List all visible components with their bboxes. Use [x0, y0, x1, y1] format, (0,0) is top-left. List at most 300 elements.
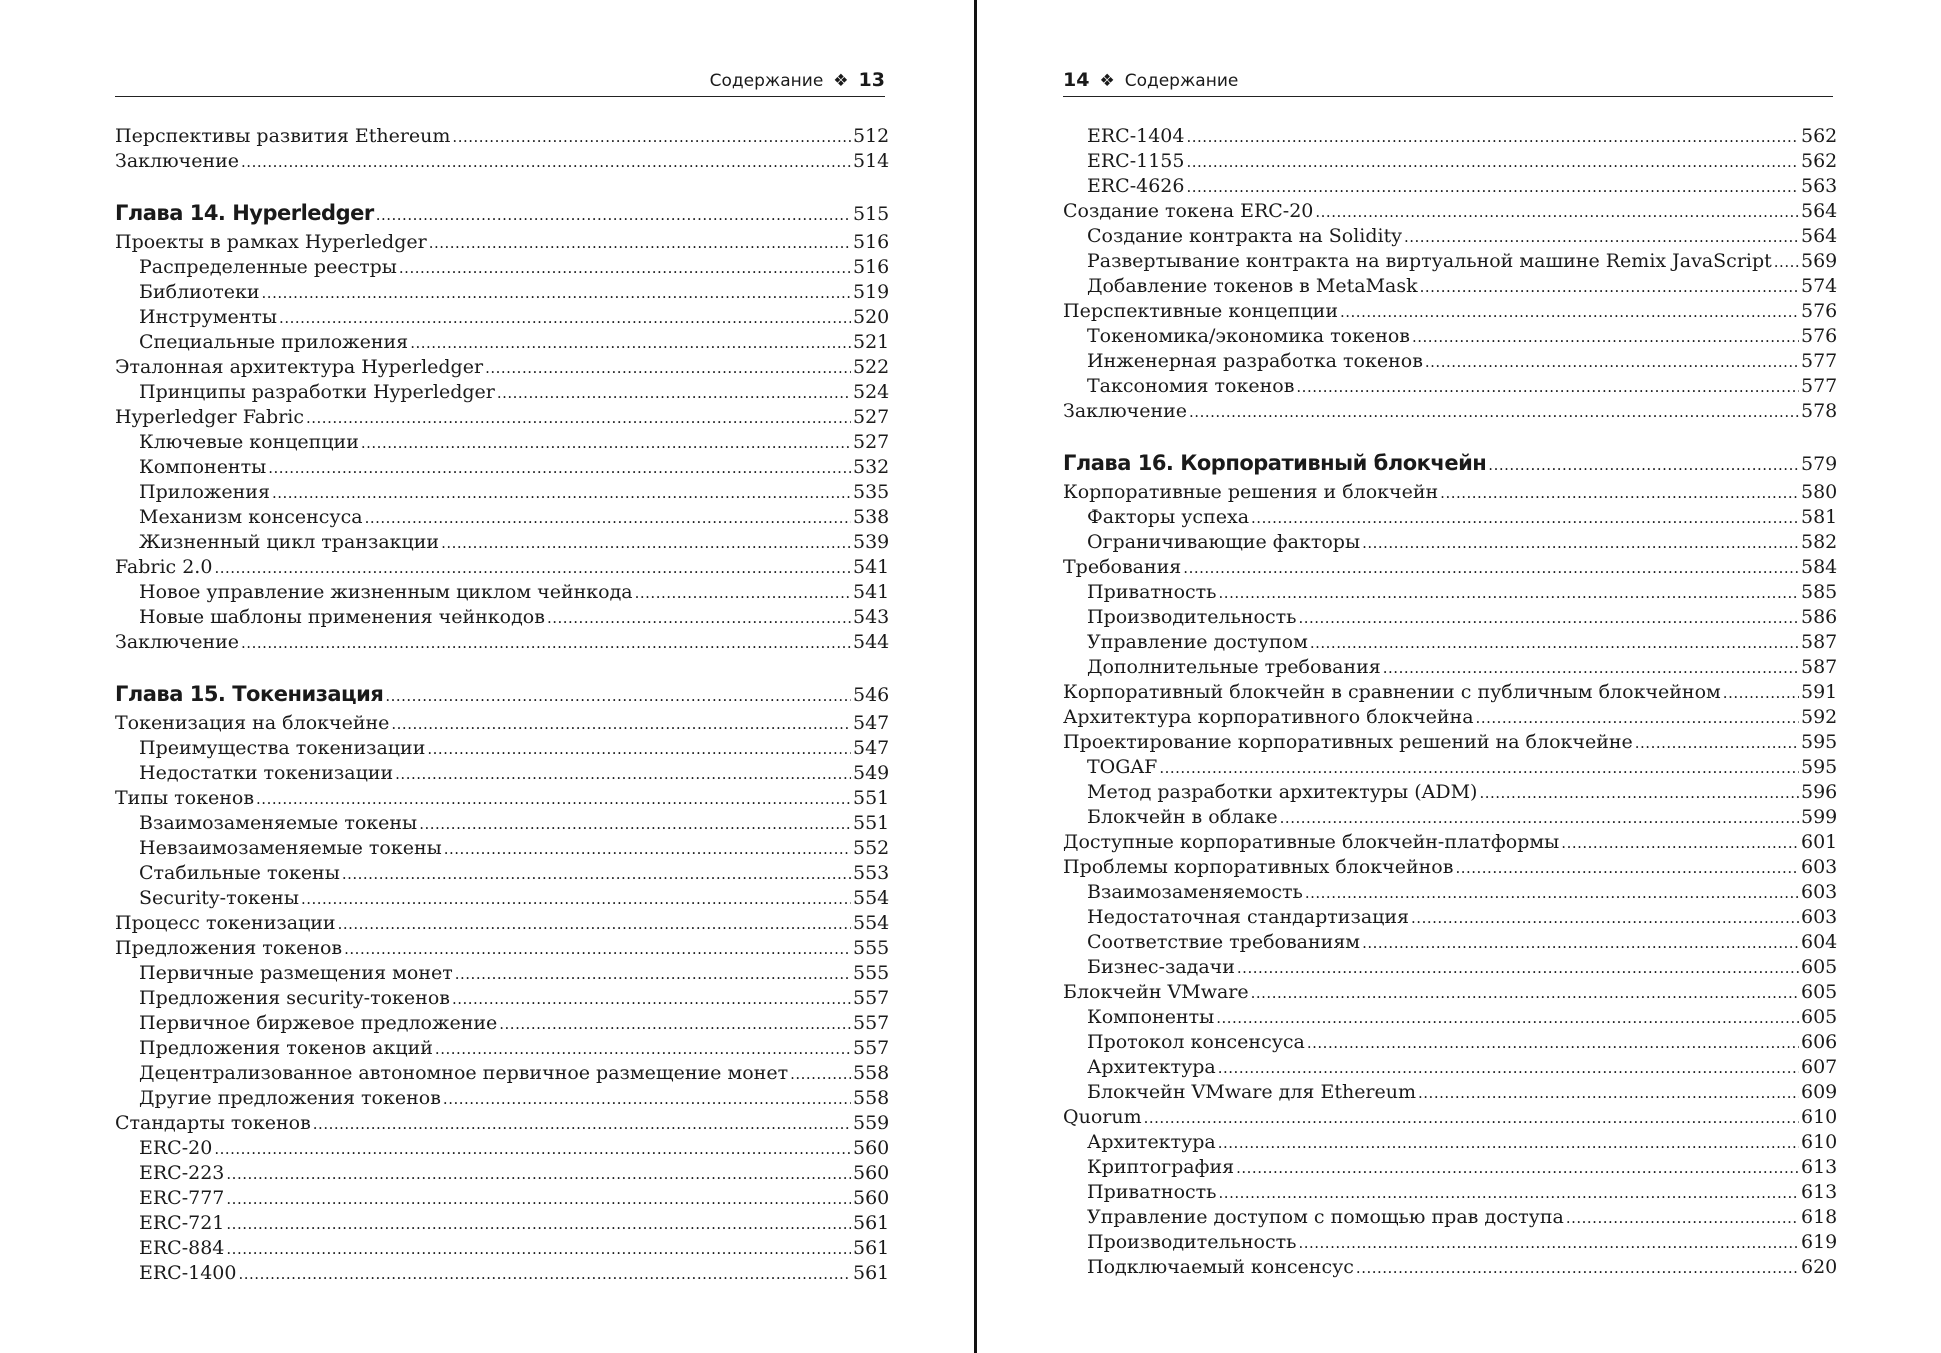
toc-entry-page-number: 585 [1801, 581, 1838, 603]
toc-entry-title: Глава 15. Токенизация [115, 682, 384, 706]
dot-leader [1440, 480, 1799, 506]
toc-entry-page-number: 582 [1801, 531, 1838, 553]
toc-entry[interactable] [1063, 149, 1838, 174]
dot-leader [1280, 805, 1799, 831]
toc-entry[interactable] [115, 811, 890, 836]
toc-entry-page-number: 592 [1801, 706, 1838, 728]
toc-entry[interactable] [115, 886, 890, 911]
toc-entry[interactable] [1063, 480, 1838, 505]
toc-entry[interactable] [115, 505, 890, 530]
toc-entry-title: Взаимозаменяемые токены [139, 812, 418, 834]
toc-entry[interactable] [1063, 555, 1838, 580]
toc-entry[interactable] [1063, 980, 1838, 1005]
toc-entry-page-number: 552 [853, 837, 890, 859]
toc-entry-title: ERC-721 [139, 1212, 225, 1234]
toc-entry[interactable] [1063, 730, 1838, 755]
dot-leader [1219, 1180, 1799, 1206]
toc-entry-title: Взаимозаменяемость [1087, 881, 1303, 903]
dot-leader [226, 1161, 851, 1187]
toc-entry-title: Заключение [1063, 400, 1188, 422]
ornament-icon: ❖ [833, 71, 849, 91]
toc-entry[interactable] [115, 255, 890, 280]
toc-entry-title: Управление доступом [1087, 631, 1308, 653]
dot-leader [1420, 274, 1799, 300]
toc-entry[interactable] [115, 124, 890, 149]
toc-entry[interactable] [1063, 955, 1838, 980]
toc-entry[interactable] [115, 961, 890, 986]
dot-leader [279, 305, 851, 331]
toc-entry[interactable] [1063, 505, 1838, 530]
toc-entry-page-number: 586 [1801, 606, 1838, 628]
dot-leader [1296, 374, 1799, 400]
toc-entry-title: Производительность [1087, 606, 1297, 628]
running-title: Содержание [1124, 71, 1239, 91]
toc-entry-page-number: 562 [1801, 150, 1838, 172]
toc-entry[interactable] [1063, 830, 1838, 855]
dot-leader [441, 530, 851, 556]
dot-leader [1298, 1230, 1799, 1256]
toc-chapter-heading[interactable] [115, 196, 890, 230]
page-number: 13 [858, 69, 885, 91]
toc-entry-page-number: 553 [853, 862, 890, 884]
toc-list-left [115, 124, 890, 1286]
toc-entry[interactable] [1063, 1180, 1838, 1205]
toc-entry-page-number: 516 [853, 256, 890, 278]
toc-entry-title: Предложения security-токенов [139, 987, 450, 1009]
dot-leader [499, 1011, 851, 1037]
dot-leader [1340, 299, 1799, 325]
dot-leader [1774, 249, 1799, 275]
toc-entry-page-number: 613 [1801, 1181, 1838, 1203]
toc-entry-title: Проблемы корпоративных блокчейнов [1063, 856, 1454, 878]
dot-leader [361, 430, 851, 456]
dot-leader [395, 761, 851, 787]
toc-entry-page-number: 577 [1801, 375, 1838, 397]
toc-entry-page-number: 610 [1801, 1131, 1838, 1153]
dot-leader [1219, 580, 1799, 606]
dot-leader [1411, 905, 1799, 931]
toc-entry-title: ERC-884 [139, 1237, 225, 1259]
toc-entry-title: Блокчейн VMware [1063, 981, 1249, 1003]
dot-leader [429, 230, 851, 256]
toc-entry-title: Стабильные токены [139, 862, 340, 884]
toc-entry-page-number: 578 [1801, 400, 1838, 422]
toc-entry-page-number: 579 [1801, 453, 1838, 475]
dot-leader [385, 678, 851, 713]
toc-entry-page-number: 584 [1801, 556, 1838, 578]
toc-entry-page-number: 606 [1801, 1031, 1838, 1053]
toc-entry[interactable] [1063, 530, 1838, 555]
dot-leader [338, 911, 851, 937]
toc-entry[interactable] [115, 405, 890, 430]
toc-entry-title: Доступные корпоративные блокчейн-платформы [1063, 831, 1560, 853]
toc-entry-title: Специальные приложения [139, 331, 409, 353]
dot-leader [1425, 349, 1799, 375]
toc-entry-title: ERC-1404 [1087, 125, 1185, 147]
toc-entry-page-number: 603 [1801, 856, 1838, 878]
toc-entry-page-number: 558 [853, 1062, 890, 1084]
dot-leader [1412, 324, 1799, 350]
dot-leader [268, 455, 851, 481]
toc-entry[interactable] [1063, 199, 1838, 224]
toc-entry-page-number: 620 [1801, 1256, 1838, 1278]
toc-entry-title: Ограничивающие факторы [1087, 531, 1361, 553]
toc-entry-page-number: 543 [853, 606, 890, 628]
toc-entry-page-number: 603 [1801, 906, 1838, 928]
toc-entry[interactable] [115, 605, 890, 630]
dot-leader [344, 936, 851, 962]
dot-leader [1183, 555, 1799, 581]
toc-entry-title: ERC-1155 [1087, 150, 1185, 172]
toc-entry-title: Компоненты [139, 456, 267, 478]
dot-leader [306, 405, 851, 431]
toc-entry[interactable] [1063, 124, 1838, 149]
toc-entry-title: Hyperledger Fabric [115, 406, 304, 428]
right-page [977, 0, 1941, 1353]
toc-entry-title: Первичное биржевое предложение [139, 1012, 498, 1034]
toc-entry-title: Факторы успеха [1087, 506, 1250, 528]
ornament-icon: ❖ [1099, 71, 1115, 91]
toc-entry-page-number: 549 [853, 762, 890, 784]
dot-leader [1635, 730, 1799, 756]
toc-entry-title: Security-токены [139, 887, 299, 909]
toc-entry[interactable] [115, 986, 890, 1011]
toc-entry-page-number: 520 [853, 306, 890, 328]
toc-entry-page-number: 595 [1801, 756, 1838, 778]
toc-entry[interactable] [115, 230, 890, 255]
page-number: 14 [1063, 69, 1090, 91]
dot-leader [262, 280, 851, 306]
toc-entry-title: Жизненный цикл транзакции [139, 531, 440, 553]
toc-entry[interactable] [1063, 1105, 1838, 1130]
toc-entry-page-number: 591 [1801, 681, 1838, 703]
toc-entry[interactable] [1063, 630, 1838, 655]
toc-entry-page-number: 618 [1801, 1206, 1838, 1228]
toc-entry-title: ERC-777 [139, 1187, 225, 1209]
toc-entry[interactable] [115, 149, 890, 174]
toc-entry-page-number: 560 [853, 1137, 890, 1159]
toc-entry-page-number: 564 [1801, 200, 1838, 222]
toc-entry-page-number: 587 [1801, 631, 1838, 653]
toc-entry-title: Добавление токенов в MetaMask [1087, 275, 1418, 297]
toc-entry[interactable] [115, 911, 890, 936]
dot-leader [1566, 1205, 1799, 1231]
toc-entry-title: Инструменты [139, 306, 278, 328]
toc-entry-title: Принципы разработки Hyperledger [139, 381, 495, 403]
dot-leader [239, 1261, 852, 1287]
toc-entry-page-number: 539 [853, 531, 890, 553]
toc-entry[interactable] [1063, 880, 1838, 905]
toc-entry-title: Токеномика/экономика токенов [1087, 325, 1410, 347]
toc-entry-title: Архитектура [1087, 1131, 1216, 1153]
dot-leader [214, 555, 851, 581]
dot-leader [427, 736, 851, 762]
toc-entry-page-number: 609 [1801, 1081, 1838, 1103]
toc-entry-title: Fabric 2.0 [115, 556, 213, 578]
toc-entry-page-number: 559 [853, 1112, 890, 1134]
toc-entry[interactable] [115, 580, 890, 605]
toc-entry[interactable] [1063, 805, 1838, 830]
dot-leader [1159, 755, 1799, 781]
toc-entry[interactable] [1063, 1155, 1838, 1180]
toc-entry[interactable] [115, 1236, 890, 1261]
dot-leader [547, 605, 851, 631]
toc-entry-title: Глава 16. Корпоративный блокчейн [1063, 451, 1487, 475]
toc-entry[interactable] [1063, 224, 1838, 249]
dot-leader [1187, 174, 1800, 200]
toc-entry[interactable] [115, 630, 890, 655]
toc-entry-page-number: 562 [1801, 125, 1838, 147]
dot-leader [1476, 705, 1799, 731]
toc-entry-title: Производительность [1087, 1231, 1297, 1253]
toc-entry[interactable] [115, 380, 890, 405]
toc-entry-page-number: 569 [1801, 250, 1838, 272]
toc-entry-page-number: 564 [1801, 225, 1838, 247]
dot-leader [1187, 124, 1800, 150]
toc-entry-page-number: 607 [1801, 1056, 1838, 1078]
toc-entry-title: Протокол консенсуса [1087, 1031, 1305, 1053]
toc-entry[interactable] [115, 1211, 890, 1236]
toc-entry-title: Quorum [1063, 1106, 1142, 1128]
toc-entry-page-number: 603 [1801, 881, 1838, 903]
toc-entry[interactable] [115, 786, 890, 811]
toc-entry-title: Ключевые концепции [139, 431, 359, 453]
toc-entry[interactable] [115, 736, 890, 761]
toc-entry-title: Заключение [115, 631, 240, 653]
toc-entry[interactable] [115, 355, 890, 380]
dot-leader [1383, 655, 1799, 681]
toc-entry[interactable] [1063, 1255, 1838, 1280]
toc-entry[interactable] [115, 530, 890, 555]
toc-entry[interactable] [115, 330, 890, 355]
dot-leader [1356, 1255, 1799, 1281]
toc-entry[interactable] [115, 455, 890, 480]
running-title: Содержание [709, 71, 824, 91]
dot-leader [365, 505, 851, 531]
toc-entry-page-number: 538 [853, 506, 890, 528]
dot-leader [485, 355, 851, 381]
toc-entry-page-number: 512 [853, 125, 890, 147]
toc-entry[interactable] [1063, 780, 1838, 805]
toc-entry-page-number: 560 [853, 1162, 890, 1184]
dot-leader [1305, 880, 1799, 906]
dot-leader [1251, 505, 1799, 531]
toc-entry-page-number: 551 [853, 812, 890, 834]
toc-entry-page-number: 563 [1801, 175, 1838, 197]
toc-entry-page-number: 516 [853, 231, 890, 253]
toc-entry-title: Криптография [1087, 1156, 1235, 1178]
toc-entry[interactable] [1063, 930, 1838, 955]
toc-entry-page-number: 580 [1801, 481, 1838, 503]
dot-leader [214, 1136, 851, 1162]
toc-entry[interactable] [115, 1111, 890, 1136]
toc-entry[interactable] [115, 1186, 890, 1211]
toc-entry[interactable] [115, 555, 890, 580]
toc-entry[interactable] [115, 430, 890, 455]
toc-entry-page-number: 587 [1801, 656, 1838, 678]
toc-entry-page-number: 599 [1801, 806, 1838, 828]
toc-entry-page-number: 610 [1801, 1106, 1838, 1128]
dot-leader [301, 886, 851, 912]
dot-leader [1315, 199, 1799, 225]
dot-leader [226, 1186, 851, 1212]
toc-entry-page-number: 524 [853, 381, 890, 403]
toc-entry[interactable] [115, 1036, 890, 1061]
toc-entry-title: Подключаемый консенсус [1087, 1256, 1354, 1278]
toc-entry-title: Первичные размещения монет [139, 962, 453, 984]
toc-entry-page-number: 547 [853, 712, 890, 734]
toc-entry-page-number: 576 [1801, 300, 1838, 322]
toc-entry[interactable] [1063, 349, 1838, 374]
toc-entry-page-number: 515 [853, 203, 890, 225]
toc-entry-title: Проекты в рамках Hyperledger [115, 231, 427, 253]
toc-entry[interactable] [1063, 605, 1838, 630]
toc-entry[interactable] [115, 936, 890, 961]
toc-entry[interactable] [1063, 755, 1838, 780]
dot-leader [241, 630, 851, 656]
toc-entry-title: Стандарты токенов [115, 1112, 311, 1134]
toc-entry-page-number: 555 [853, 937, 890, 959]
toc-entry-page-number: 576 [1801, 325, 1838, 347]
toc-entry[interactable] [1063, 1205, 1838, 1230]
toc-entry-title: Недостатки токенизации [139, 762, 394, 784]
toc-entry[interactable] [115, 861, 890, 886]
toc-entry-page-number: 527 [853, 406, 890, 428]
toc-entry[interactable] [115, 1086, 890, 1111]
toc-entry[interactable] [115, 480, 890, 505]
toc-entry-page-number: 551 [853, 787, 890, 809]
dot-leader [419, 811, 851, 837]
toc-entry[interactable] [1063, 705, 1838, 730]
dot-leader [1237, 955, 1799, 981]
dot-leader [376, 197, 851, 232]
toc-entry[interactable] [115, 1061, 890, 1086]
toc-entry[interactable] [1063, 1005, 1838, 1030]
dot-leader [444, 836, 851, 862]
toc-entry[interactable] [1063, 680, 1838, 705]
toc-entry[interactable] [1063, 1080, 1838, 1105]
toc-entry[interactable] [1063, 1130, 1838, 1155]
toc-entry[interactable] [1063, 249, 1838, 274]
toc-entry-page-number: 595 [1801, 731, 1838, 753]
toc-entry-title: Типы токенов [115, 787, 255, 809]
dot-leader [443, 1086, 851, 1112]
toc-entry[interactable] [115, 1161, 890, 1186]
toc-entry-page-number: 519 [853, 281, 890, 303]
right-page-header [1063, 66, 1833, 97]
toc-entry-title: Создание контракта на Solidity [1087, 225, 1402, 247]
toc-entry-page-number: 554 [853, 912, 890, 934]
toc-entry-page-number: 596 [1801, 781, 1838, 803]
dot-leader [1404, 224, 1799, 250]
toc-entry-page-number: 605 [1801, 1006, 1838, 1028]
toc-entry[interactable] [1063, 274, 1838, 299]
toc-entry-title: Новые шаблоны применения чейнкодов [139, 606, 545, 628]
dot-leader [1307, 1030, 1799, 1056]
toc-entry-page-number: 577 [1801, 350, 1838, 372]
toc-entry[interactable] [1063, 399, 1838, 424]
dot-leader [272, 480, 851, 506]
toc-entry[interactable] [1063, 905, 1838, 930]
toc-entry[interactable] [115, 1011, 890, 1036]
toc-entry-title: Соответствие требованиям [1087, 931, 1361, 953]
toc-chapter-heading[interactable] [115, 677, 890, 711]
dot-leader [256, 786, 851, 812]
toc-entry-page-number: 555 [853, 962, 890, 984]
toc-entry-title: Предложения токенов [115, 937, 343, 959]
dot-leader [410, 330, 851, 356]
toc-entry-title: Библиотеки [139, 281, 260, 303]
toc-entry[interactable] [1063, 1055, 1838, 1080]
dot-leader [226, 1211, 851, 1237]
toc-entry[interactable] [115, 1136, 890, 1161]
toc-entry[interactable] [1063, 374, 1838, 399]
toc-entry[interactable] [1063, 1230, 1838, 1255]
toc-entry-page-number: 557 [853, 1037, 890, 1059]
dot-leader [1218, 1130, 1799, 1156]
toc-entry-page-number: 541 [853, 581, 890, 603]
toc-entry-title: ERC-4626 [1087, 175, 1185, 197]
toc-entry[interactable] [1063, 655, 1838, 680]
dot-leader [1298, 605, 1799, 631]
toc-entry-page-number: 561 [853, 1237, 890, 1259]
toc-entry-page-number: 522 [853, 356, 890, 378]
dot-leader [452, 986, 851, 1012]
toc-entry[interactable] [115, 1261, 890, 1286]
toc-entry[interactable] [1063, 855, 1838, 880]
toc-chapter-heading[interactable] [1063, 446, 1838, 480]
toc-entry[interactable] [1063, 580, 1838, 605]
dot-leader [313, 1111, 851, 1137]
dot-leader [1488, 447, 1799, 482]
toc-entry[interactable] [115, 280, 890, 305]
dot-leader [1216, 1005, 1799, 1031]
dot-leader [1236, 1155, 1799, 1181]
toc-entry[interactable] [115, 305, 890, 330]
toc-entry-title: Проектирование корпоративных решений на блокчейне [1063, 731, 1633, 753]
dot-leader [342, 861, 851, 887]
toc-entry[interactable] [1063, 299, 1838, 324]
dot-leader [1251, 980, 1799, 1006]
toc-entry[interactable] [1063, 1030, 1838, 1055]
toc-entry-title: Блокчейн в облаке [1087, 806, 1278, 828]
toc-entry-title: Бизнес-задачи [1087, 956, 1235, 978]
toc-entry-page-number: 532 [853, 456, 890, 478]
toc-entry-title: Архитектура [1087, 1056, 1216, 1078]
toc-entry-title: Архитектура корпоративного блокчейна [1063, 706, 1474, 728]
dot-leader [1362, 930, 1799, 956]
toc-entry[interactable] [115, 711, 890, 736]
toc-entry-title: Предложения токенов акций [139, 1037, 433, 1059]
toc-entry[interactable] [1063, 324, 1838, 349]
toc-entry[interactable] [115, 761, 890, 786]
toc-entry-title: Развертывание контракта на виртуальной машине Remix JavaScript [1087, 250, 1772, 272]
toc-entry-page-number: 521 [853, 331, 890, 353]
toc-entry-title: Метод разработки архитектуры (ADM) [1087, 781, 1478, 803]
toc-entry-title: Глава 14. Hyperledger [115, 201, 374, 225]
toc-entry-title: Управление доступом с помощью прав доступа [1087, 1206, 1564, 1228]
toc-entry-page-number: 613 [1801, 1156, 1838, 1178]
toc-entry-page-number: 527 [853, 431, 890, 453]
toc-entry[interactable] [1063, 174, 1838, 199]
left-page-header [115, 66, 885, 97]
toc-entry-title: Эталонная архитектура Hyperledger [115, 356, 484, 378]
toc-entry-page-number: 574 [1801, 275, 1838, 297]
toc-entry-title: Новое управление жизненным циклом чейнкода [139, 581, 633, 603]
toc-entry-title: Процесс токенизации [115, 912, 336, 934]
dot-leader [497, 380, 851, 406]
toc-entry[interactable] [115, 836, 890, 861]
